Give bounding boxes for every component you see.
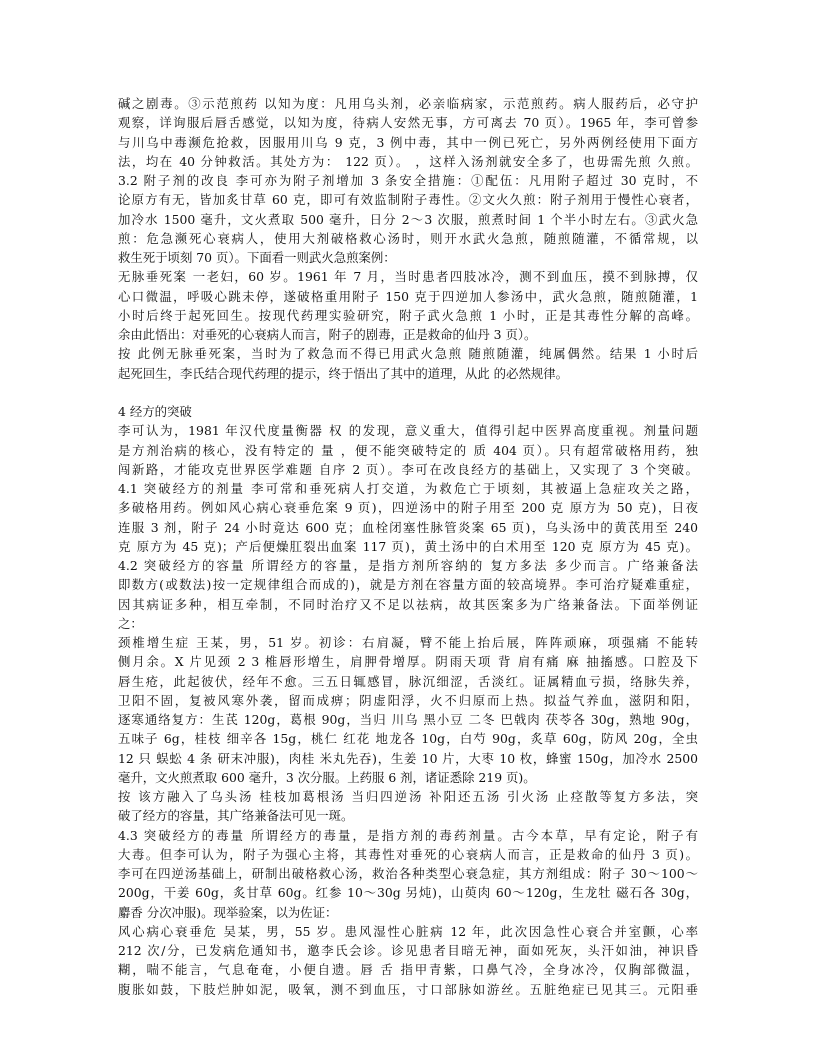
text-line: 麝香 分次冲服)。现举验案，以为佐证： — [118, 904, 338, 920]
text-line: 与川乌中毒濒危抢救，因服用川乌 9 克，3 例中毒，其中一例已死亡，另外两例经使用下面方 — [118, 134, 698, 150]
text-line: 破了经方的容量，其广络兼备法可见一斑。 — [118, 808, 354, 824]
text-line: 连服 3 剂，附子 24 小时竟达 600 克；血栓闭塞性脉管炎案 65 页)，乌头汤中的黄芪用至 240 — [118, 519, 698, 535]
document-page — [118, 94, 698, 999]
text-line: 212 次/分，已发病危通知书，邀李氏会诊。诊见患者目暗无神，面如死灰，头汗如油，神识昏 — [118, 943, 698, 958]
text-line: 200g，干姜 60g，炙甘草 60g。红参 10～30g 另炖)，山萸肉 60～120g，生龙牡 磁石各 30g， — [118, 885, 698, 901]
text-line: 逐寒通络复方：生芪 120g，葛根 90g，当归 川乌 黑小豆 二冬 巴戟肉 茯苓各 30g，熟地 90g， — [118, 712, 698, 727]
section-heading-3-2: 3.2 附子剂的改良 李可亦为附子剂增加 3 条安全措施：①配伍：凡用附子超过 30 克时，不 — [118, 173, 698, 188]
text-line: 卫阳不固，复被风寒外袭，留而成痹；阴虚阳浮，火不归原而上热。拟益气养血，滋阴和阳， — [118, 692, 698, 708]
text-line: 大毒。但李可认为，附子为强心主将，其毒性对垂死的心衰病人而言，正是救命的仙丹 3 页)。 — [118, 846, 698, 862]
text-line: 之： — [118, 615, 143, 631]
section-heading-4-2: 4.2 突破经方的容量 所谓经方的容量，是指方剂所容纳的 复方多法 多少而言。广络兼备法 — [118, 558, 698, 573]
paragraph-gap — [118, 383, 698, 402]
section-heading-4: 4 经方的突破 — [118, 404, 192, 419]
note-line: 按 此例无脉垂死案，当时为了救急而不得已用武火急煎 随煎随灌，纯属偶然。结果 1 小时后 — [118, 346, 698, 362]
text-line: 煎：危急濒死心衰病人，使用大剂破格救心汤时，则开水武火急煎，随煎随灌，不循常规，以 — [118, 230, 698, 246]
text-line: 克 原方为 45 克)；产后便燥肛裂出血案 117 页)，黄土汤中的白术用至 120 克 原方为 45 克)。 — [118, 538, 698, 554]
text-line: 论原方有无，皆加炙甘草 60 克，即可有效监制附子毒性。②文火久煎：附子剂用于慢性心衰者， — [118, 192, 698, 208]
case-title-line: 颈椎增生症 王某，男，51 岁。初诊：右肩凝，臂不能上抬后展，阵阵顽麻，项强痛 不能转 — [118, 635, 698, 650]
section-heading-4-1: 4.1 突破经方的剂量 李可常和垂死病人打交道，为救危亡于顷刻，其被逼上急症攻关之路， — [118, 481, 698, 496]
text-line: 唇生疮，此起彼伏，经年不愈。三五日辄感冒，脉沉细涩，舌淡红。证属精血亏损，络脉失养， — [118, 673, 698, 689]
text-line: 碱之剧毒。③示范煎药 以知为度：凡用乌头剂，必亲临病家，示范煎药。病人服药后，必守护 — [118, 96, 698, 111]
text-line: 糊，喘不能言，气息奄奄，小便自遗。唇 舌 指甲青紫，口鼻气冷，全身冰冷，仅胸部微温， — [118, 962, 698, 978]
text-line: 观察，详询服后唇舌感觉，以知为度，待病人安然无事，方可离去 70 页）。1965 年，李可曾参 — [118, 115, 698, 131]
text-line: 法，均在 40 分钟救活。其处方为： 122 页）。 ，这样入汤剂就安全多了，也毋需先煎 久煎。 — [118, 153, 698, 169]
text-line: 是方剂治病的核心，没有特定的 量 ，便不能突破特定的 质 404 页）。只有超常破格用药，独 — [118, 442, 698, 458]
text-line: 李可认为，1981 年汉代度量衡器 权 的发现，意义重大，值得引起中医界高度重视。剂量问题 — [118, 423, 698, 439]
case-title-line: 风心病心衰垂危 吴某，男，55 岁。患风湿性心脏病 12 年，此次因急性心衰合并室颤，心率 — [118, 923, 698, 939]
case-title-line: 无脉垂死案 一老妇，60 岁。1961 年 7 月，当时患者四肢冰冷，测不到血压，摸不到脉搏，仅 — [118, 269, 698, 285]
text-line: 小时后终于起死回生。按现代药理实验研究，附子武火急煎 1 小时，正是其毒性分解的高峰。 — [118, 307, 698, 323]
section-heading-4-3: 4.3 突破经方的毒量 所谓经方的毒量，是指方剂的毒药剂量。古今本草，早有定论，附子有 — [118, 827, 698, 843]
text-line: 李可在四逆汤基础上，研制出破格救心汤，救治各种类型心衰急症，其方剂组成：附子 30～100～ — [118, 866, 698, 881]
text-line: 12 只 蜈蚣 4 条 研末冲服)，肉桂 米丸先吞)，生姜 10 片，大枣 10 枚，蜂蜜 150g，加冷水 2500 — [118, 750, 698, 766]
text-line: 心口微温，呼吸心跳未停，遂破格重用附子 150 克于四逆加人参汤中，武火急煎，随煎随灌，1 — [118, 288, 698, 304]
text-line: 因其病证多种，相互牵制，不同时治疗又不足以祛病，故其医案多为广络兼备法。下面举例证 — [118, 596, 698, 612]
text-line: 五味子 6g，桂枝 细辛各 15g，桃仁 红花 地龙各 10g，白芍 90g，炙草 60g，防风 20g，全虫 — [118, 731, 698, 747]
text-line: 救生死于顷刻 70 页）。下面看一则武火急煎案例： — [118, 250, 396, 265]
text-line: 闯新路，才能攻克世界医学难题 自序 2 页）。李可在改良经方的基础上，又实现了 3 个突破。 — [118, 461, 698, 477]
text-line: 加冷水 1500 毫升，文火煮取 500 毫升，日分 2～3 次服，煎煮时间 1 个半小时左右。③武火急 — [118, 211, 698, 227]
text-line: 侧月余。X 片见颈 2 3 椎唇形增生，肩胛骨增厚。阴雨天项 背 肩有痛 麻 抽搐感。口腔及下 — [118, 654, 698, 670]
text-line: 起死回生，李氏结合现代药理的提示，终于悟出了其中的道理，从此 的必然规律。 — [118, 365, 569, 381]
text-line: 腹胀如鼓，下肢烂肿如泥，吸氧，测不到血压，寸口部脉如游丝。五脏绝症已见其三。元阳垂 — [118, 981, 698, 997]
text-line: 余由此悟出：对垂死的心衰病人而言，附子的剧毒，正是救命的仙丹 3 页）。 — [118, 327, 537, 342]
text-line: 即数方(或数法)按一定规律组合而成的)，就是方剂在容量方面的较高境界。李可治疗疑难重症， — [118, 577, 698, 593]
text-line: 毫升，文火煎煮取 600 毫升，3 次分服。上药服 6 剂，诸证悉除 219 页)。 — [118, 769, 536, 785]
note-line: 按 该方融入了乌头汤 桂枝加葛根汤 当归四逆汤 补阳还五汤 引火汤 止痉散等复方多法，突 — [118, 789, 698, 804]
text-line: 多破格用药。例如风心病心衰垂危案 9 页)，四逆汤中的附子用至 200 克 原方为 50 克)，日夜 — [118, 500, 698, 516]
